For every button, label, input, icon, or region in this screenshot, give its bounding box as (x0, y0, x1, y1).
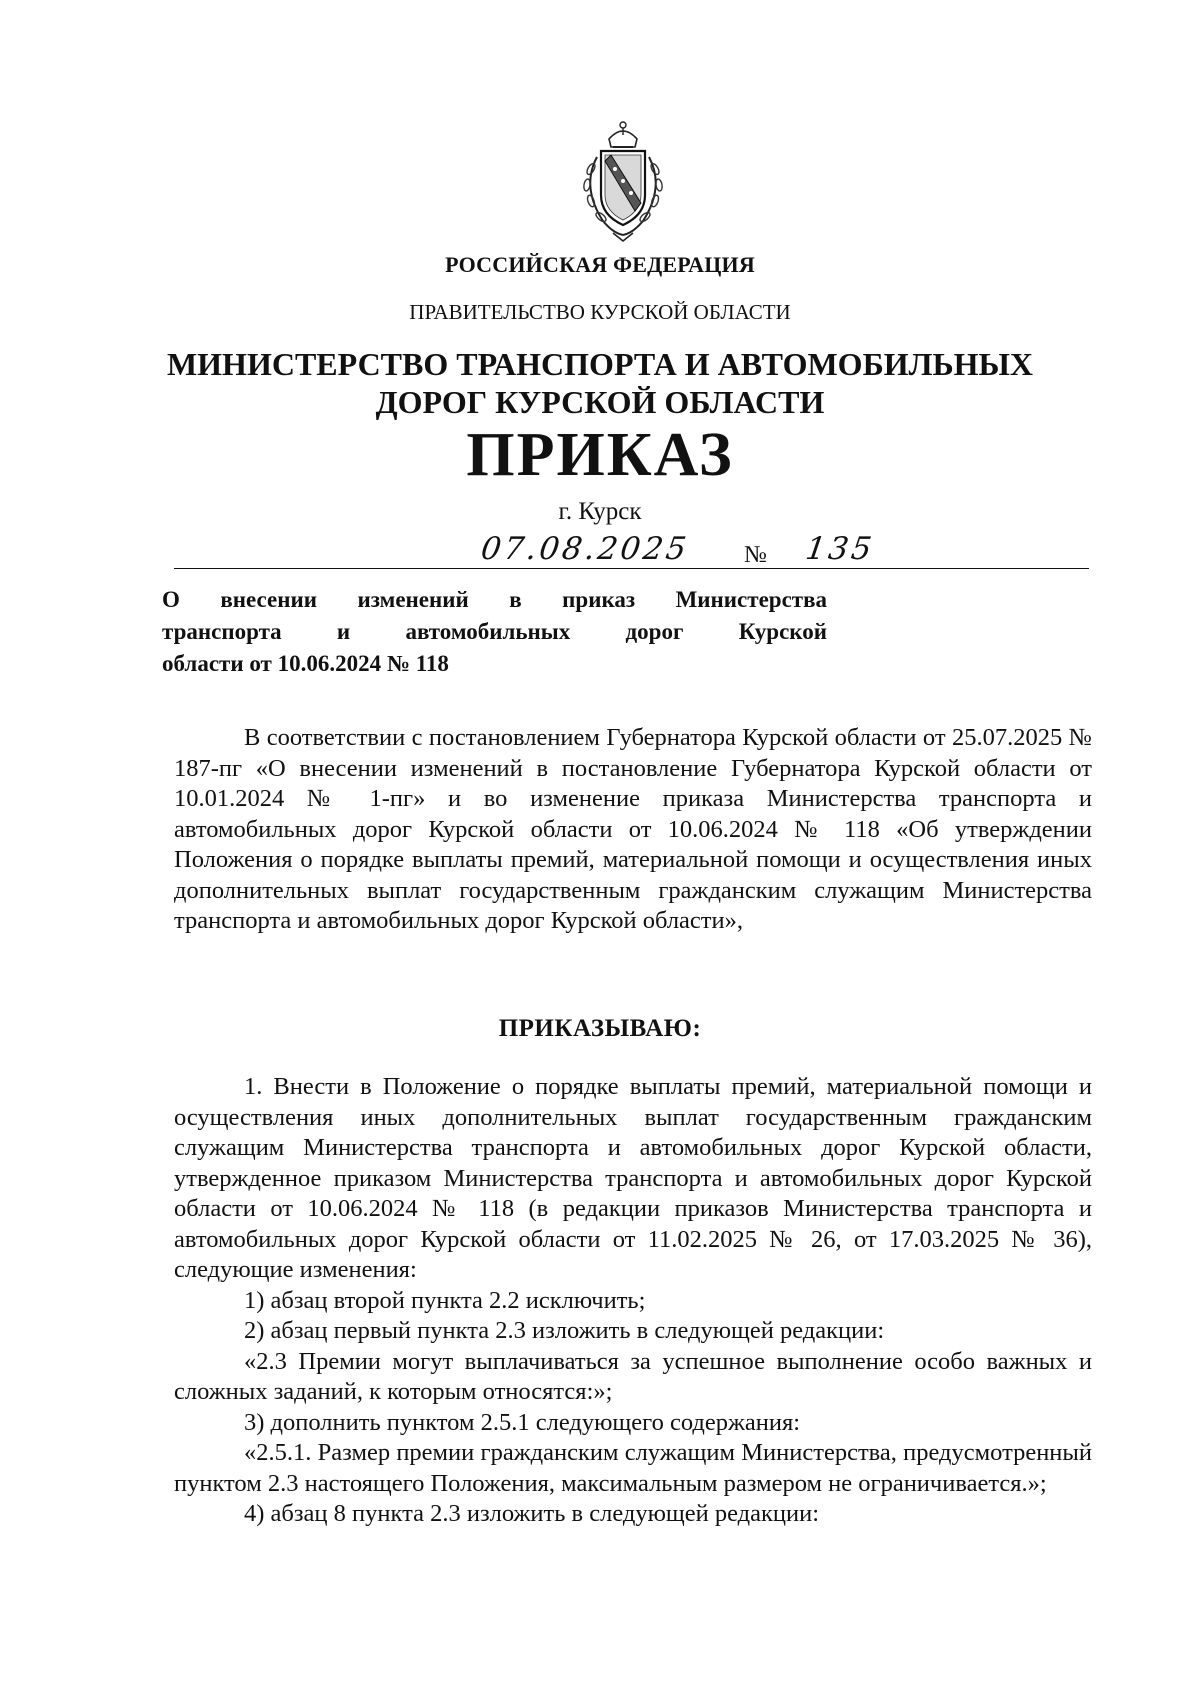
kursk-coat-of-arms-icon (563, 117, 683, 245)
country-heading: РОССИЙСКАЯ ФЕДЕРАЦИЯ (445, 252, 755, 277)
subitem-4: 4) абзац 8 пункта 2.3 изложить в следующей редакции: (244, 1500, 820, 1527)
date-number-rule (174, 568, 1089, 569)
order-word-heading: ПРИКАЗЫВАЮ: (498, 1015, 702, 1042)
subitem-1: 1) абзац второй пункта 2.2 исключить; (244, 1286, 646, 1314)
item-1-paragraph: 1. Внести в Положение о порядке выплаты премий, материальной помощи и осуществления иных дополнительных выплат государственным гражданским служащим Министерства транспорта и автомобильных дорог Курской области, утвержденное приказом Министерства транспорта и автомобильных дорог Курской области от 10.06.2024 № 118 (в редакции приказов Министерства транспорта и автомобильных дорог Курской области от 11.02.2025 № 26, от 17.03.2025 № 36), следующие изменения: (174, 1073, 1092, 1283)
preamble-paragraph: В соответствии с постановлением Губернатора Курской области от 25.07.2025 № 187-пг «О внесении изменений в постановление Губернатора Курской области от 10.01.2024 № 1-пг» и во изменение приказа Министерства транспорта и автомобильных дорог Курской области от 10.06.2024 № 118 «Об утверждении Положения о порядке выплаты премий, материальной помощи и осуществления иных дополнительных выплат государственным гражданским служащим Министерства транспорта и автомобильных дорог Курской области», (174, 724, 1092, 934)
order-items-section (174, 1072, 1092, 1530)
city-label: г. Курск (558, 498, 642, 525)
number-sign: № (744, 542, 767, 568)
quoted-clause-2-3: «2.3 Премии могут выплачиваться за успешное выполнение особо важных и сложных заданий, к которым относятся:»; (174, 1347, 1092, 1405)
handwritten-number: 135 (803, 531, 877, 567)
preamble-section (174, 723, 1092, 937)
subject-line2: транспорта и автомобильных дорог Курской (162, 619, 827, 644)
subitem-2: 2) абзац первый пункта 2.3 изложить в следующей редакции: (244, 1317, 885, 1344)
ministry-heading-line2: ДОРОГ КУРСКОЙ ОБЛАСТИ (375, 384, 825, 420)
ministry-heading-line1: МИНИСТЕРСТВО ТРАНСПОРТА И АВТОМОБИЛЬНЫХ (166, 346, 1034, 382)
subitem-3: 3) дополнить пунктом 2.5.1 следующего содержания: (244, 1408, 801, 1436)
order-subject (162, 584, 827, 680)
subject-line3: области от 10.06.2024 № 118 (162, 651, 449, 676)
document-type-title: ПРИКАЗ (466, 421, 734, 489)
government-heading: ПРАВИТЕЛЬСТВО КУРСКОЙ ОБЛАСТИ (409, 300, 791, 324)
ministry-heading (0, 345, 1200, 421)
handwritten-date: 07.08.2025 (478, 531, 692, 567)
quoted-clause-2-5-1: «2.5.1. Размер премии гражданским служащим Министерства, предусмотренный пунктом 2.3 настоящего Положения, максимальным размером не ограничивается.»; (174, 1439, 1092, 1497)
subject-line1: О внесении изменений в приказ Министерства (162, 587, 827, 612)
